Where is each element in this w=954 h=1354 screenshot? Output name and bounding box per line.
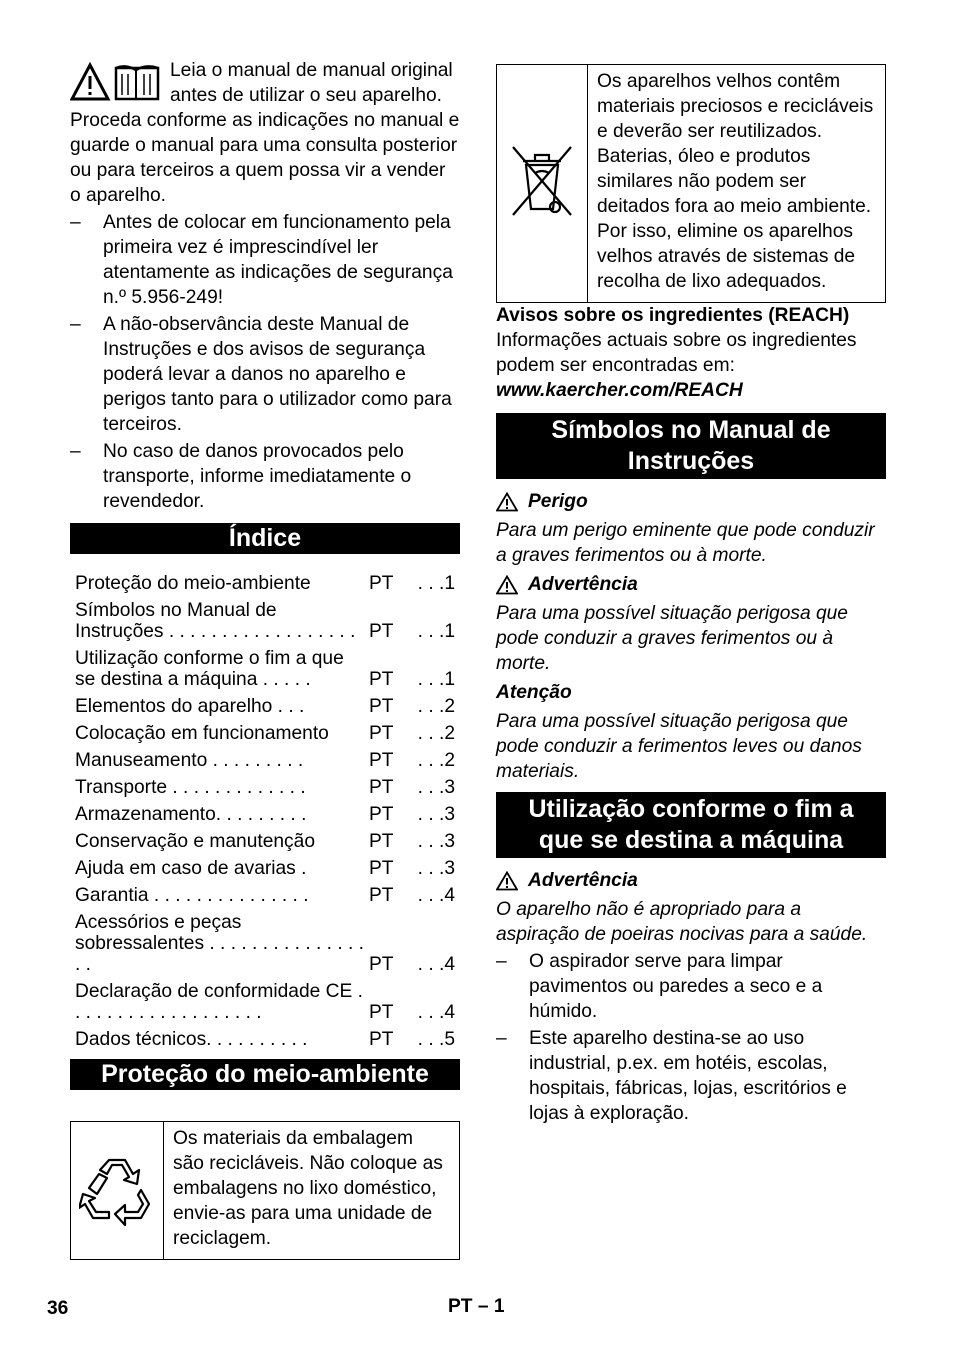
crossed-bin-icon (509, 143, 575, 219)
footer-lang-page: PT – 1 (448, 1296, 505, 1317)
list-item: – A não-observância deste Manual de Instruções e dos avisos de segurança poderá levar a danos no aparelho e perigos tanto para o utilizador como para terceiros. (70, 314, 452, 435)
utilizacao-advertencia-heading: Advertência (496, 868, 886, 893)
toc-row[interactable]: Ajuda em caso de avarias . PT . . .3 (75, 858, 455, 879)
intro-text: Leia o manual de manual original antes de utilizar o seu aparelho. Proceda conforme as indicações no manual e guarde o manual para uma consulta posterior ou para terceiros a quem possa vir a vender o aparelho. (70, 60, 460, 206)
toc-row[interactable]: Armazenamento. . . . . . . . . PT . . .3 (75, 804, 455, 825)
toc-row[interactable]: Colocação em funcionamento PT . . .2 (75, 723, 455, 744)
protecao-heading: Proteção do meio-ambiente (70, 1059, 460, 1090)
table-of-contents (70, 570, 460, 1053)
toc-row[interactable]: Declaração de conformidade CE . . . . . . . . . . . . . . . . . . . PT . . .4 (75, 981, 455, 1023)
old-devices-box (496, 64, 886, 303)
toc-row[interactable]: Acessórios e peças sobressalentes . . . . . . . . . . . . . . . . . PT . . .4 (75, 912, 455, 975)
utilizacao-advertencia-text: O aparelho não é apropriado para a aspiração de poeiras nocivas para a saúde. (496, 899, 868, 945)
perigo-heading: Perigo (496, 489, 886, 514)
toc-row[interactable]: Manuseamento . . . . . . . . . PT . . .2 (75, 750, 455, 771)
warning-triangle-icon (496, 871, 518, 891)
intro-bullets (70, 210, 460, 514)
advertencia-heading: Advertência (496, 572, 886, 597)
list-item: – Este aparelho destina-se ao uso industrial, p.ex. em hotéis, escolas, hospitais, fábricas, lojas, escritórios e lojas à exploração. (496, 1028, 847, 1124)
toc-row[interactable]: Utilização conforme o fim a que se destina a máquina . . . . . PT . . .1 (75, 648, 455, 690)
toc-row[interactable]: Conservação e manutenção PT . . .3 (75, 831, 455, 852)
utilizacao-heading: Utilização conforme o fim a que se destina a máquina (496, 792, 886, 858)
reach-section (496, 303, 886, 403)
list-item: – O aspirador serve para limpar pavimentos ou paredes a seco e a húmido. (496, 951, 823, 1022)
toc-row[interactable]: Transporte . . . . . . . . . . . . . PT . . .3 (75, 777, 455, 798)
reach-text: Informações actuais sobre os ingredientes podem ser encontradas em: (496, 330, 857, 376)
right-column (496, 64, 886, 1126)
indice-heading: Índice (70, 523, 460, 554)
crossed-bin-icon-cell (497, 65, 588, 303)
old-devices-text: Os aparelhos velhos contêm materiais preciosos e recicláveis e deverão ser reutilizados. Baterias, óleo e produtos similares não podem ser deitados fora ao meio ambiente. Por isso, elimine os aparelhos velhos através de sistemas de recolha de lixo adequados. (588, 65, 886, 303)
toc-row[interactable]: Elementos do aparelho . . . PT . . .2 (75, 696, 455, 717)
list-item: – Antes de colocar em funcionamento pela primeira vez é imprescindível ler atentamente as indicações de segurança n.º 5.956-249! (70, 212, 453, 308)
warning-triangle-icon (496, 492, 518, 512)
atencao-heading: Atenção (496, 682, 572, 703)
utilizacao-section (496, 868, 886, 1126)
toc-row[interactable]: Símbolos no Manual de Instruções . . . . . . . . . . . . . . . . . . PT . . .1 (75, 600, 455, 642)
toc-row[interactable]: Dados técnicos. . . . . . . . . . PT . . .5 (75, 1029, 455, 1050)
reach-link[interactable]: www.kaercher.com/REACH (496, 380, 743, 401)
atencao-text: Para uma possível situação perigosa que pode conduzir a ferimentos leves ou danos materiais. (496, 711, 862, 782)
recycle-text: Os materiais da embalagem são recicláveis. Não coloque as embalagens no lixo doméstico, envie-as para uma unidade de reciclagem. (164, 1122, 460, 1260)
recycle-icon-cell (71, 1122, 164, 1260)
page-number: 36 (47, 1298, 69, 1319)
recycle-box (70, 1121, 460, 1260)
toc-row[interactable]: Proteção do meio-ambiente PT . . .1 (75, 573, 455, 594)
left-column (70, 58, 460, 1260)
advertencia-text: Para uma possível situação perigosa que pode conduzir a graves ferimentos ou à morte. (496, 603, 848, 674)
simbolos-heading: Símbolos no Manual de Instruções (496, 413, 886, 479)
perigo-text: Para um perigo eminente que pode conduzir a graves ferimentos ou à morte. (496, 520, 875, 566)
toc-row[interactable]: Garantia . . . . . . . . . . . . . . . PT . . .4 (75, 885, 455, 906)
utilizacao-bullets (496, 949, 886, 1126)
warning-manual-icon (70, 62, 162, 104)
simbolos-section (496, 489, 886, 784)
intro-section (70, 58, 460, 514)
warning-triangle-icon (496, 575, 518, 595)
recycle-icon (79, 1150, 155, 1226)
reach-title: Avisos sobre os ingredientes (REACH) (496, 305, 850, 326)
list-item: – No caso de danos provocados pelo transporte, informe imediatamente o revendedor. (70, 441, 412, 512)
